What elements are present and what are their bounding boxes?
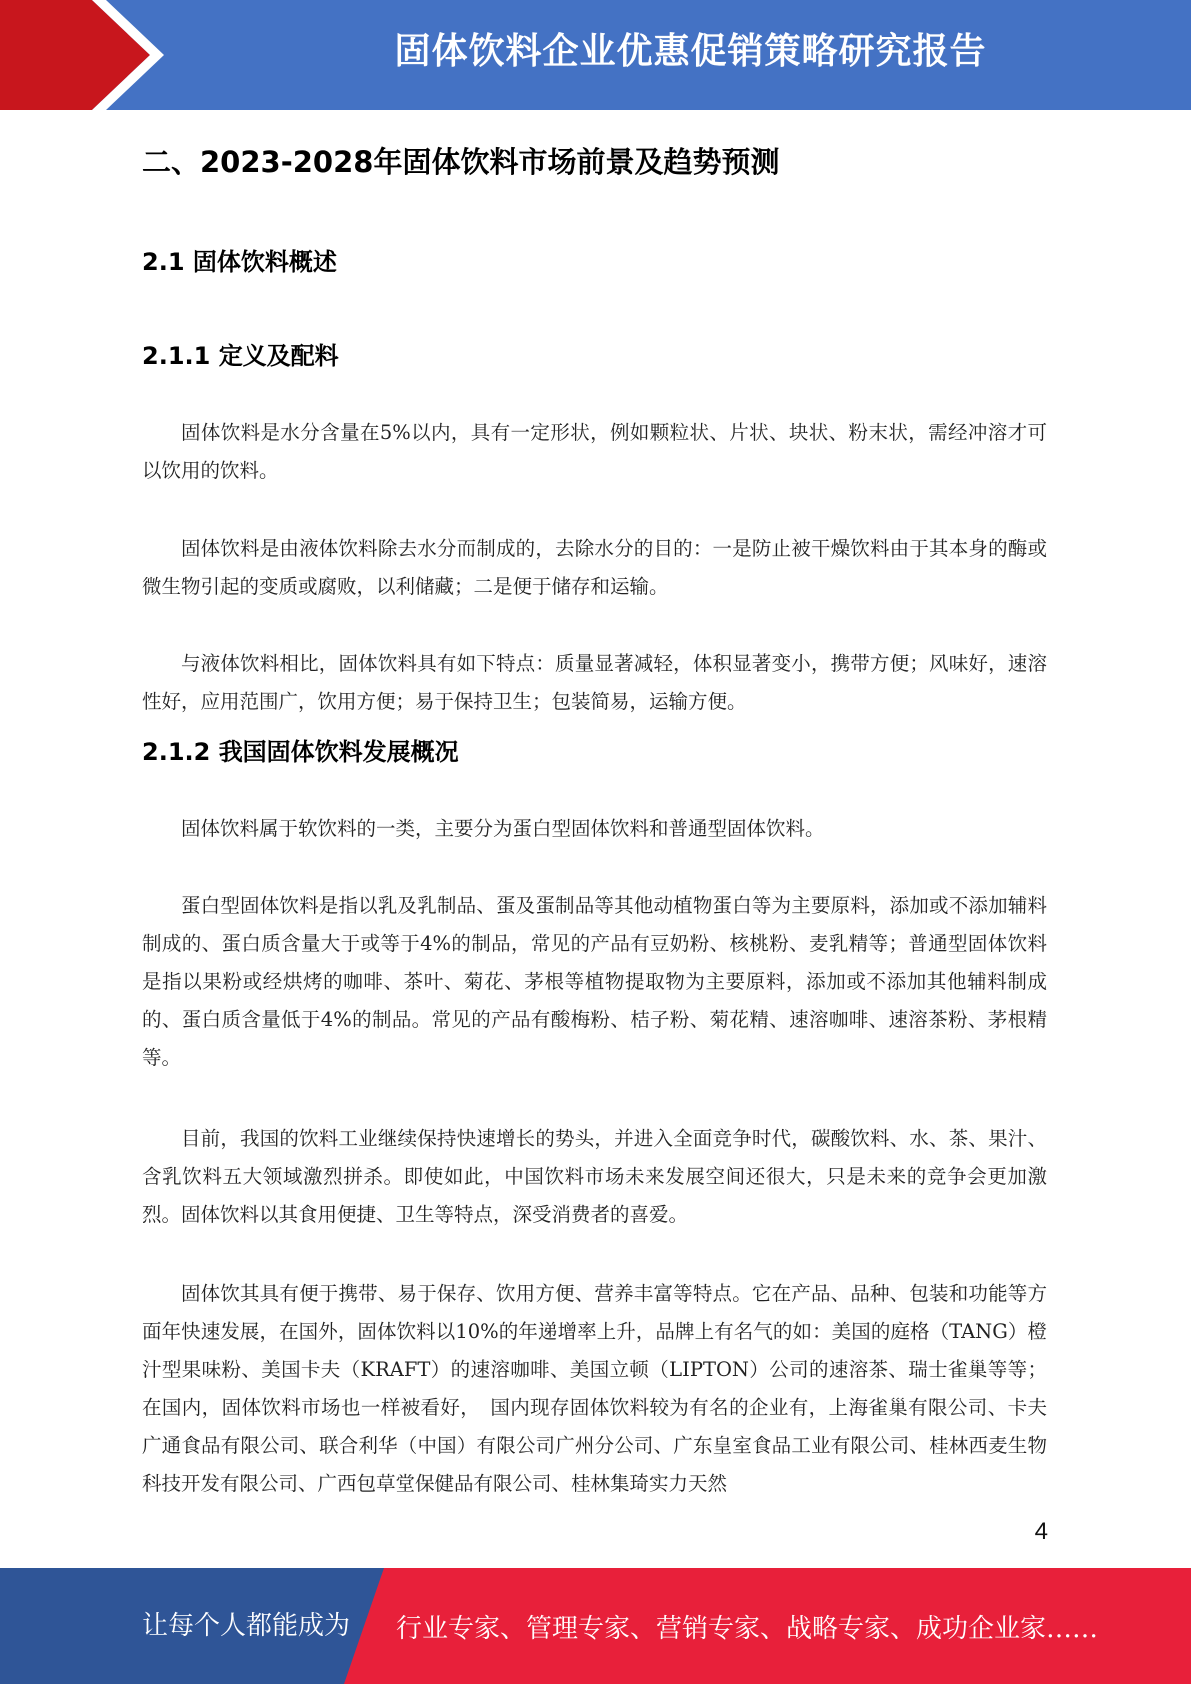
paragraph: 与液体饮料相比，固体饮料具有如下特点：质量显著减轻，体积显著变小，携带方便；风味好，速溶性好，应用范围广，饮用方便；易于保持卫生；包装简易，运输方便。 [142, 652, 1047, 713]
paragraph: 固体饮其具有便于携带、易于保存、饮用方便、营养丰富等特点。它在产品、品种、包装和功能等方面年快速发展，在国外，固体饮料以10%的年递增率上升，品牌上有名气的如：美国的庭格（TANG）橙汁型果味粉、美国卡夫（KRAFT）的速溶咖啡、美国立顿（LIPTON）公司的速溶茶、瑞士雀巢等等；在国内，固体饮料市场也一样被看好， 国内现存固体饮料较为有名的企业有，上海雀巢有限公司、卡夫广通食品有限公司、联合利华（中国）有限公司广州分公司、广东皇室食品工业有限公司、桂林西麦生物科技开发有限公司、广西包草堂保健品有限公司、桂林集琦实力天然 [142, 1282, 1047, 1495]
subsection-heading-2-1-2: 2.1.2 我国固体饮料发展概况 [142, 738, 459, 766]
paragraph: 固体饮料是水分含量在5%以内，具有一定形状，例如颗粒状、片状、块状、粉末状，需经冲溶才可以饮用的饮料。 [142, 421, 1047, 482]
paragraph: 蛋白型固体饮料是指以乳及乳制品、蛋及蛋制品等其他动植物蛋白等为主要原料，添加或不添加辅料制成的、蛋白质含量大于或等于4%的制品，常见的产品有豆奶粉、核桃粉、麦乳精等；普通型固体饮料是指以果粉或经烘烤的咖啡、茶叶、菊花、茅根等植物提取物为主要原料，添加或不添加其他辅料制成的、蛋白质含量低于4%的制品。常见的产品有酸梅粉、桔子粉、菊花精、速溶咖啡、速溶茶粉、茅根精等。 [142, 894, 1047, 1069]
paragraph: 固体饮料是由液体饮料除去水分而制成的，去除水分的目的：一是防止被干燥饮料由于其本身的酶或微生物引起的变质或腐败，以利储藏；二是便于储存和运输。 [142, 537, 1047, 598]
subsection-heading-2-1: 2.1 固体饮料概述 [142, 248, 337, 276]
paragraph: 固体饮料属于软饮料的一类，主要分为蛋白型固体饮料和普通型固体饮料。 [181, 817, 825, 840]
page-number: 4 [1034, 1518, 1048, 1545]
subsection-heading-2-1-1: 2.1.1 定义及配料 [142, 342, 339, 370]
section-title: 二、2023-2028年固体饮料市场前景及趋势预测 [142, 145, 780, 179]
document-title: 固体饮料企业优惠促销策略研究报告 [394, 31, 987, 72]
footer-slogan-left: 让每个人都能成为 [142, 1611, 351, 1641]
footer-slogan-right: 行业专家、管理专家、营销专家、战略专家、成功企业家…… [396, 1614, 1099, 1644]
paragraph: 目前，我国的饮料工业继续保持快速增长的势头，并进入全面竞争时代，碳酸饮料、水、茶、果汁、含乳饮料五大领域激烈拼杀。即使如此，中国饮料市场未来发展空间还很大，只是未来的竞争会更加激烈。固体饮料以其食用便捷、卫生等特点，深受消费者的喜爱。 [142, 1127, 1047, 1226]
